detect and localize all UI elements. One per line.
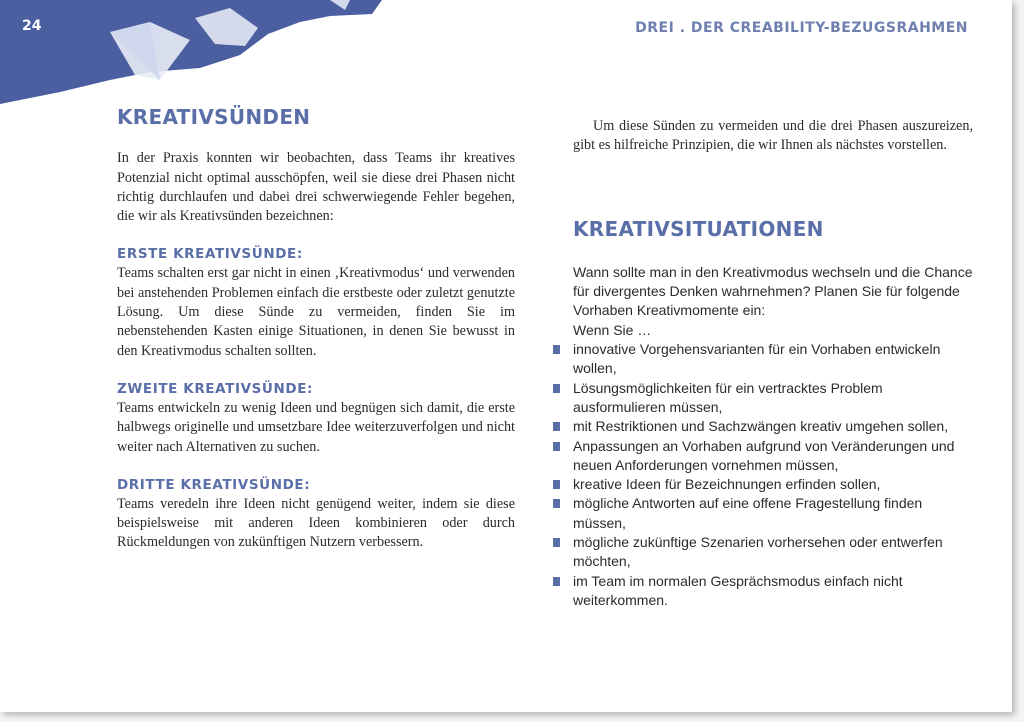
bullet-square-icon: [553, 422, 560, 431]
bullet-square-icon: [553, 480, 560, 489]
paragraph-dritte: Teams veredeln ihre Ideen nicht genügend weiter, indem sie diese beispielsweise mit anderen Ideen kombinieren oder durch Rückmeldungen von zukünftigen Nutzern verbessern.: [117, 495, 515, 551]
situation-list: [573, 340, 973, 610]
list-item: mögliche zukünftige Szenarien vorhersehen oder entwerfen möchten,: [573, 533, 973, 572]
right-intro-paragraph: Um diese Sünden zu vermeiden und die drei Phasen auszureizen, gibt es hilfreiche Prinzipien, die wir Ihnen als nächstes vorstellen.: [573, 118, 973, 154]
list-item: Lösungsmöglichkeiten für ein vertracktes Problem ausformulieren müssen,: [573, 379, 973, 418]
paragraph-zweite: Teams entwickeln zu wenig Ideen und begnügen sich damit, die erste halbwegs originelle und umsetzbare Idee weiterzuverfolgen und nicht weiter nach Alternativen zu suchen.: [117, 399, 515, 455]
diamond-corner-illustration: [0, 0, 390, 105]
bullet-square-icon: [553, 384, 560, 393]
bullet-square-icon: [553, 577, 560, 586]
bullet-square-icon: [553, 442, 560, 451]
subheading-erste: ERSTE KREATIVSÜNDE:: [117, 246, 303, 263]
subheading-zweite: ZWEITE KREATIVSÜNDE:: [117, 380, 314, 397]
lead-paragraph: Wann sollte man in den Kreativmodus wechseln und die Chance für divergentes Denken wahrnehmen? Planen Sie für folgende Vorhaben Kreativmomente ein:: [573, 263, 973, 319]
list-item: im Team im normalen Gesprächsmodus einfach nicht weiterkommen.: [573, 572, 973, 611]
subheading-dritte: DRITTE KREATIVSÜNDE:: [117, 476, 311, 493]
page-number: 24: [22, 18, 42, 34]
paragraph-erste: Teams schalten erst gar nicht in einen ‚Kreativmodus‘ und verwenden bei anstehenden Problemen einfach die erstbeste oder zuletzt genutzte Lösung. Um diese Sünde zu vermeiden, finden Sie im nebenstehenden Kasten einige Situationen, in denen Sie bewusst in den Kreativmodus schalten sollten.: [117, 265, 515, 359]
section-heading-kreativsuenden: KREATIVSÜNDEN: [117, 105, 311, 129]
bullet-square-icon: [553, 345, 560, 354]
left-column: [117, 105, 515, 553]
right-column: [573, 117, 973, 610]
running-head: DREI . DER CREABILITY-BEZUGSRAHMEN: [635, 20, 968, 36]
list-item: Anpassungen an Vorhaben aufgrund von Veränderungen und neuen Anforderungen vornehmen müssen,: [573, 437, 973, 476]
bullet-square-icon: [553, 538, 560, 547]
bullet-square-icon: [553, 499, 560, 508]
intro-paragraph: In der Praxis konnten wir beobachten, dass Teams ihr kreatives Potenzial nicht optimal ausschöpfen, weil sie diese drei Phasen nicht richtig durchlaufen und dabei drei schwerwiegende Fehler begehen, die wir als Kreativsünden bezeichnen:: [117, 150, 515, 225]
list-item: mit Restriktionen und Sachzwängen kreativ umgehen sollen,: [573, 417, 973, 436]
lead-line: Wenn Sie …: [573, 321, 652, 338]
list-item: mögliche Antworten auf eine offene Fragestellung finden müssen,: [573, 494, 973, 533]
list-item: kreative Ideen für Bezeichnungen erfinden sollen,: [573, 475, 973, 494]
list-item: innovative Vorgehensvarianten für ein Vorhaben entwickeln wollen,: [573, 340, 973, 379]
section-heading-kreativsituationen: KREATIVSITUATIONEN: [573, 216, 824, 241]
